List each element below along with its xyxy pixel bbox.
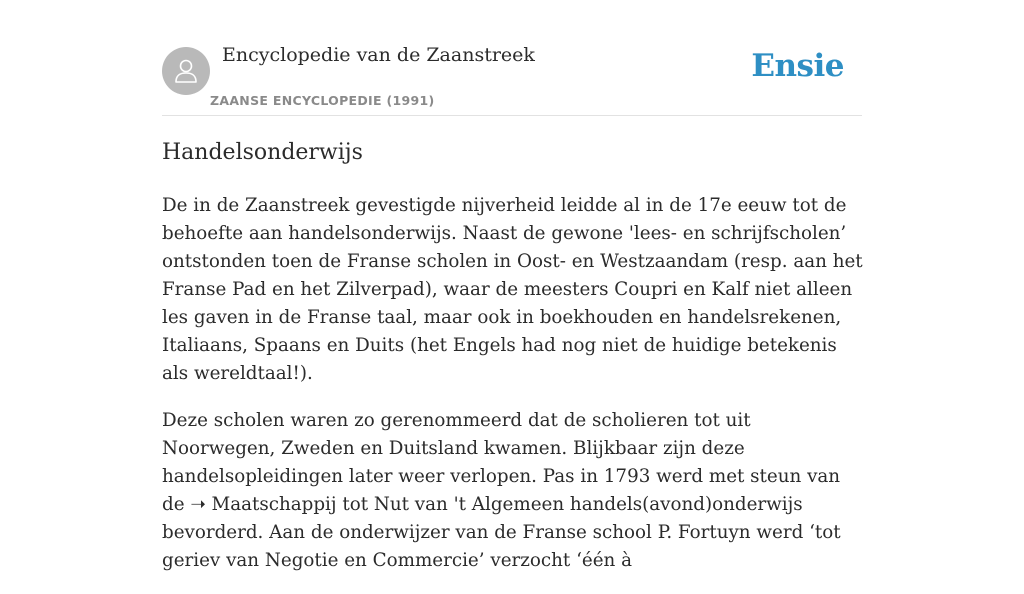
source-title[interactable]: Encyclopedie van de Zaanstreek <box>222 44 535 66</box>
source-header <box>162 0 862 116</box>
content-column <box>162 0 863 571</box>
paragraph: De in de Zaanstreek gevestigde nijverheid leidde al in de 17e eeuw tot de behoefte aan handelsonderwijs. Naast de gewone 'lees- en schrijfscholen’ ontstonden toen de Franse scholen in Oost- en Westzaandam (resp. aan het Franse Pad en het Zilverpad), waar de meesters Coupri en Kalf niet alleen les gaven in de Franse taal, maar ook in boekhouden en handelsrekenen, Italiaans, Spaans en Duits (het Engels had nog niet de huidige betekenis als wereldtaal!). <box>162 195 863 384</box>
paragraph-text: Deze scholen waren zo gerenommeerd dat de scholieren tot uit Noorwegen, Zweden en Duitsland kwamen. Blijkbaar zijn deze handelsopleidingen later weer verlopen. Pas in 1793 werd met steun van de <box>162 410 841 515</box>
article-body <box>162 192 868 594</box>
paragraph-text: handels(avond)onderwijs bevorderd. Aan de onderwijzer van de Franse school P. Fortuyn werd ‘tot geriev van Negotie en Commercie’ verzocht ‘één à <box>162 494 841 571</box>
article-title: Handelsonderwijs <box>162 140 363 165</box>
source-subtitle: ZAANSE ENCYCLOPEDIE (1991) <box>210 93 435 108</box>
avatar[interactable] <box>162 47 210 95</box>
ensie-logo[interactable]: Ensie <box>751 48 844 84</box>
cross-reference-link[interactable]: ➝ Maatschappij tot Nut van 't Algemeen <box>190 494 565 515</box>
paragraph <box>162 407 868 575</box>
user-icon <box>171 56 201 86</box>
